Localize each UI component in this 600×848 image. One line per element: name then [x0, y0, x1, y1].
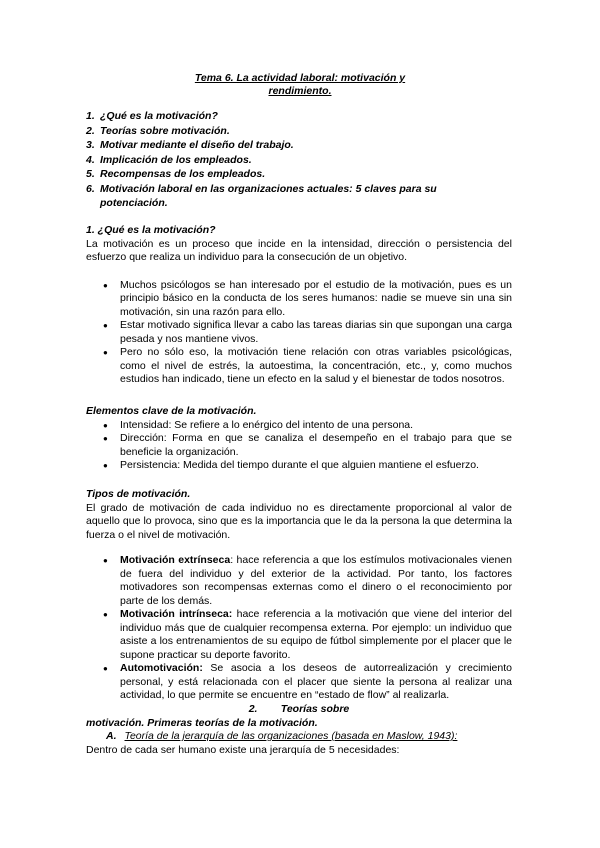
subsection-letter: A.: [106, 730, 117, 742]
section-heading: 1. ¿Qué es la motivación?: [86, 224, 216, 236]
title-line-1: Tema 6. La actividad laboral: motivación y: [194, 72, 406, 84]
subsection-heading: [86, 730, 512, 744]
list-item: ● Persistencia: Medida del tiempo durante el que alguien mantiene el esfuerzo.: [86, 459, 512, 473]
bullet-list: [86, 419, 512, 473]
subsection-title: Teoría de la jerarquía de las organizaciones (basada en Maslow, 1943):: [124, 730, 458, 742]
title-line-2: rendimiento.: [268, 85, 332, 97]
document-title: [150, 72, 450, 98]
paragraph: La motivación es un proceso que incide en la intensidad, dirección o persistencia del esfuerzo que realiza un individuo para la consecución de un objetivo.: [86, 237, 512, 263]
section-theories: [86, 703, 512, 757]
term: Motivación intrínseca:: [120, 608, 233, 620]
section-heading: Tipos de motivación.: [86, 488, 191, 500]
toc-item: 5. Recompensas de los empleados.: [86, 168, 266, 180]
list-item: ● Muchos psicólogos se han interesado por el estudio de la motivación, pues es un principio básico en la conducta de los seres humanos: nadie se mueve sin una sin motivación, sin una razón para ello.: [86, 279, 512, 320]
section-heading: Elementos clave de la motivación.: [86, 405, 257, 417]
list-item: ● Dirección: Forma en que se canaliza el desempeño en el trabajo para que se beneficie la organización.: [86, 432, 512, 459]
bullet-list: [86, 279, 512, 387]
list-item: ● Motivación extrínseca: hace referencia a que los estímulos motivacionales vienen de fuera del individuo y del exterior de la actividad. Por tanto, los factores motivadores son recompensas externas como el dinero o el reconocimiento por parte de los demás.: [86, 554, 512, 608]
list-item: ● Intensidad: Se refiere a lo enérgico del intento de una persona.: [86, 419, 512, 433]
list-item: ● Estar motivado significa llevar a cabo las tareas diarias sin que supongan una carga pesada y nos mantiene vivos.: [86, 319, 512, 346]
toc-item: 6. Motivación laboral en las organizaciones actuales: 5 claves para su: [86, 182, 437, 195]
bullet-list: [86, 554, 512, 703]
section-heading-continuation: motivación. Primeras teorías de la motivación.: [86, 716, 318, 729]
toc-item: 1. ¿Qué es la motivación?: [86, 110, 218, 122]
term: Automotivación:: [120, 662, 203, 674]
term: Motivación extrínseca: [120, 554, 231, 566]
list-item: ● Pero no sólo eso, la motivación tiene relación con otras variables psicológicas, como el nivel de estrés, la autoestima, la concentración, etc., y, como muchos estudios han indicado, tiene un efecto en la salud y el bienestar de todos nosotros.: [86, 346, 512, 387]
toc-item: 4. Implicación de los empleados.: [86, 153, 252, 166]
table-of-contents: [86, 109, 526, 211]
section-key-elements: [86, 405, 512, 473]
toc-item: 3. Motivar mediante el diseño del trabajo.: [86, 139, 294, 151]
toc-item: 2. Teorías sobre motivación.: [86, 124, 230, 137]
section-types-of-motivation: [86, 488, 512, 703]
list-item: ● Automotivación: Se asocia a los deseos de autorrealización y crecimiento personal, y está relacionada con el placer que siente la persona al realizar una actividad, lo que permite se encuentre en “estado de flow” al realizarla.: [86, 662, 512, 703]
paragraph: Dentro de cada ser humano existe una jerarquía de 5 necesidades:: [86, 743, 400, 756]
list-item: ● Motivación intrínseca: hace referencia a la motivación que viene del interior del individuo más que de cualquier recompensa externa. Por ejemplo: un individuo que asiste a los entrenamientos de su equipo de fútbol simplemente por el placer que le supone practicar su deporte favorito.: [86, 608, 512, 662]
section-heading: 2. Teorías sobre: [248, 703, 350, 715]
paragraph: El grado de motivación de cada individuo no es directamente proporcional al valor de aquello que lo provoca, sino que es la importancia que le da la persona la que determina la fuerza o el nivel de motivación.: [86, 501, 512, 541]
toc-item-continuation: potenciación.: [100, 197, 168, 209]
section-what-is-motivation: [86, 224, 512, 387]
